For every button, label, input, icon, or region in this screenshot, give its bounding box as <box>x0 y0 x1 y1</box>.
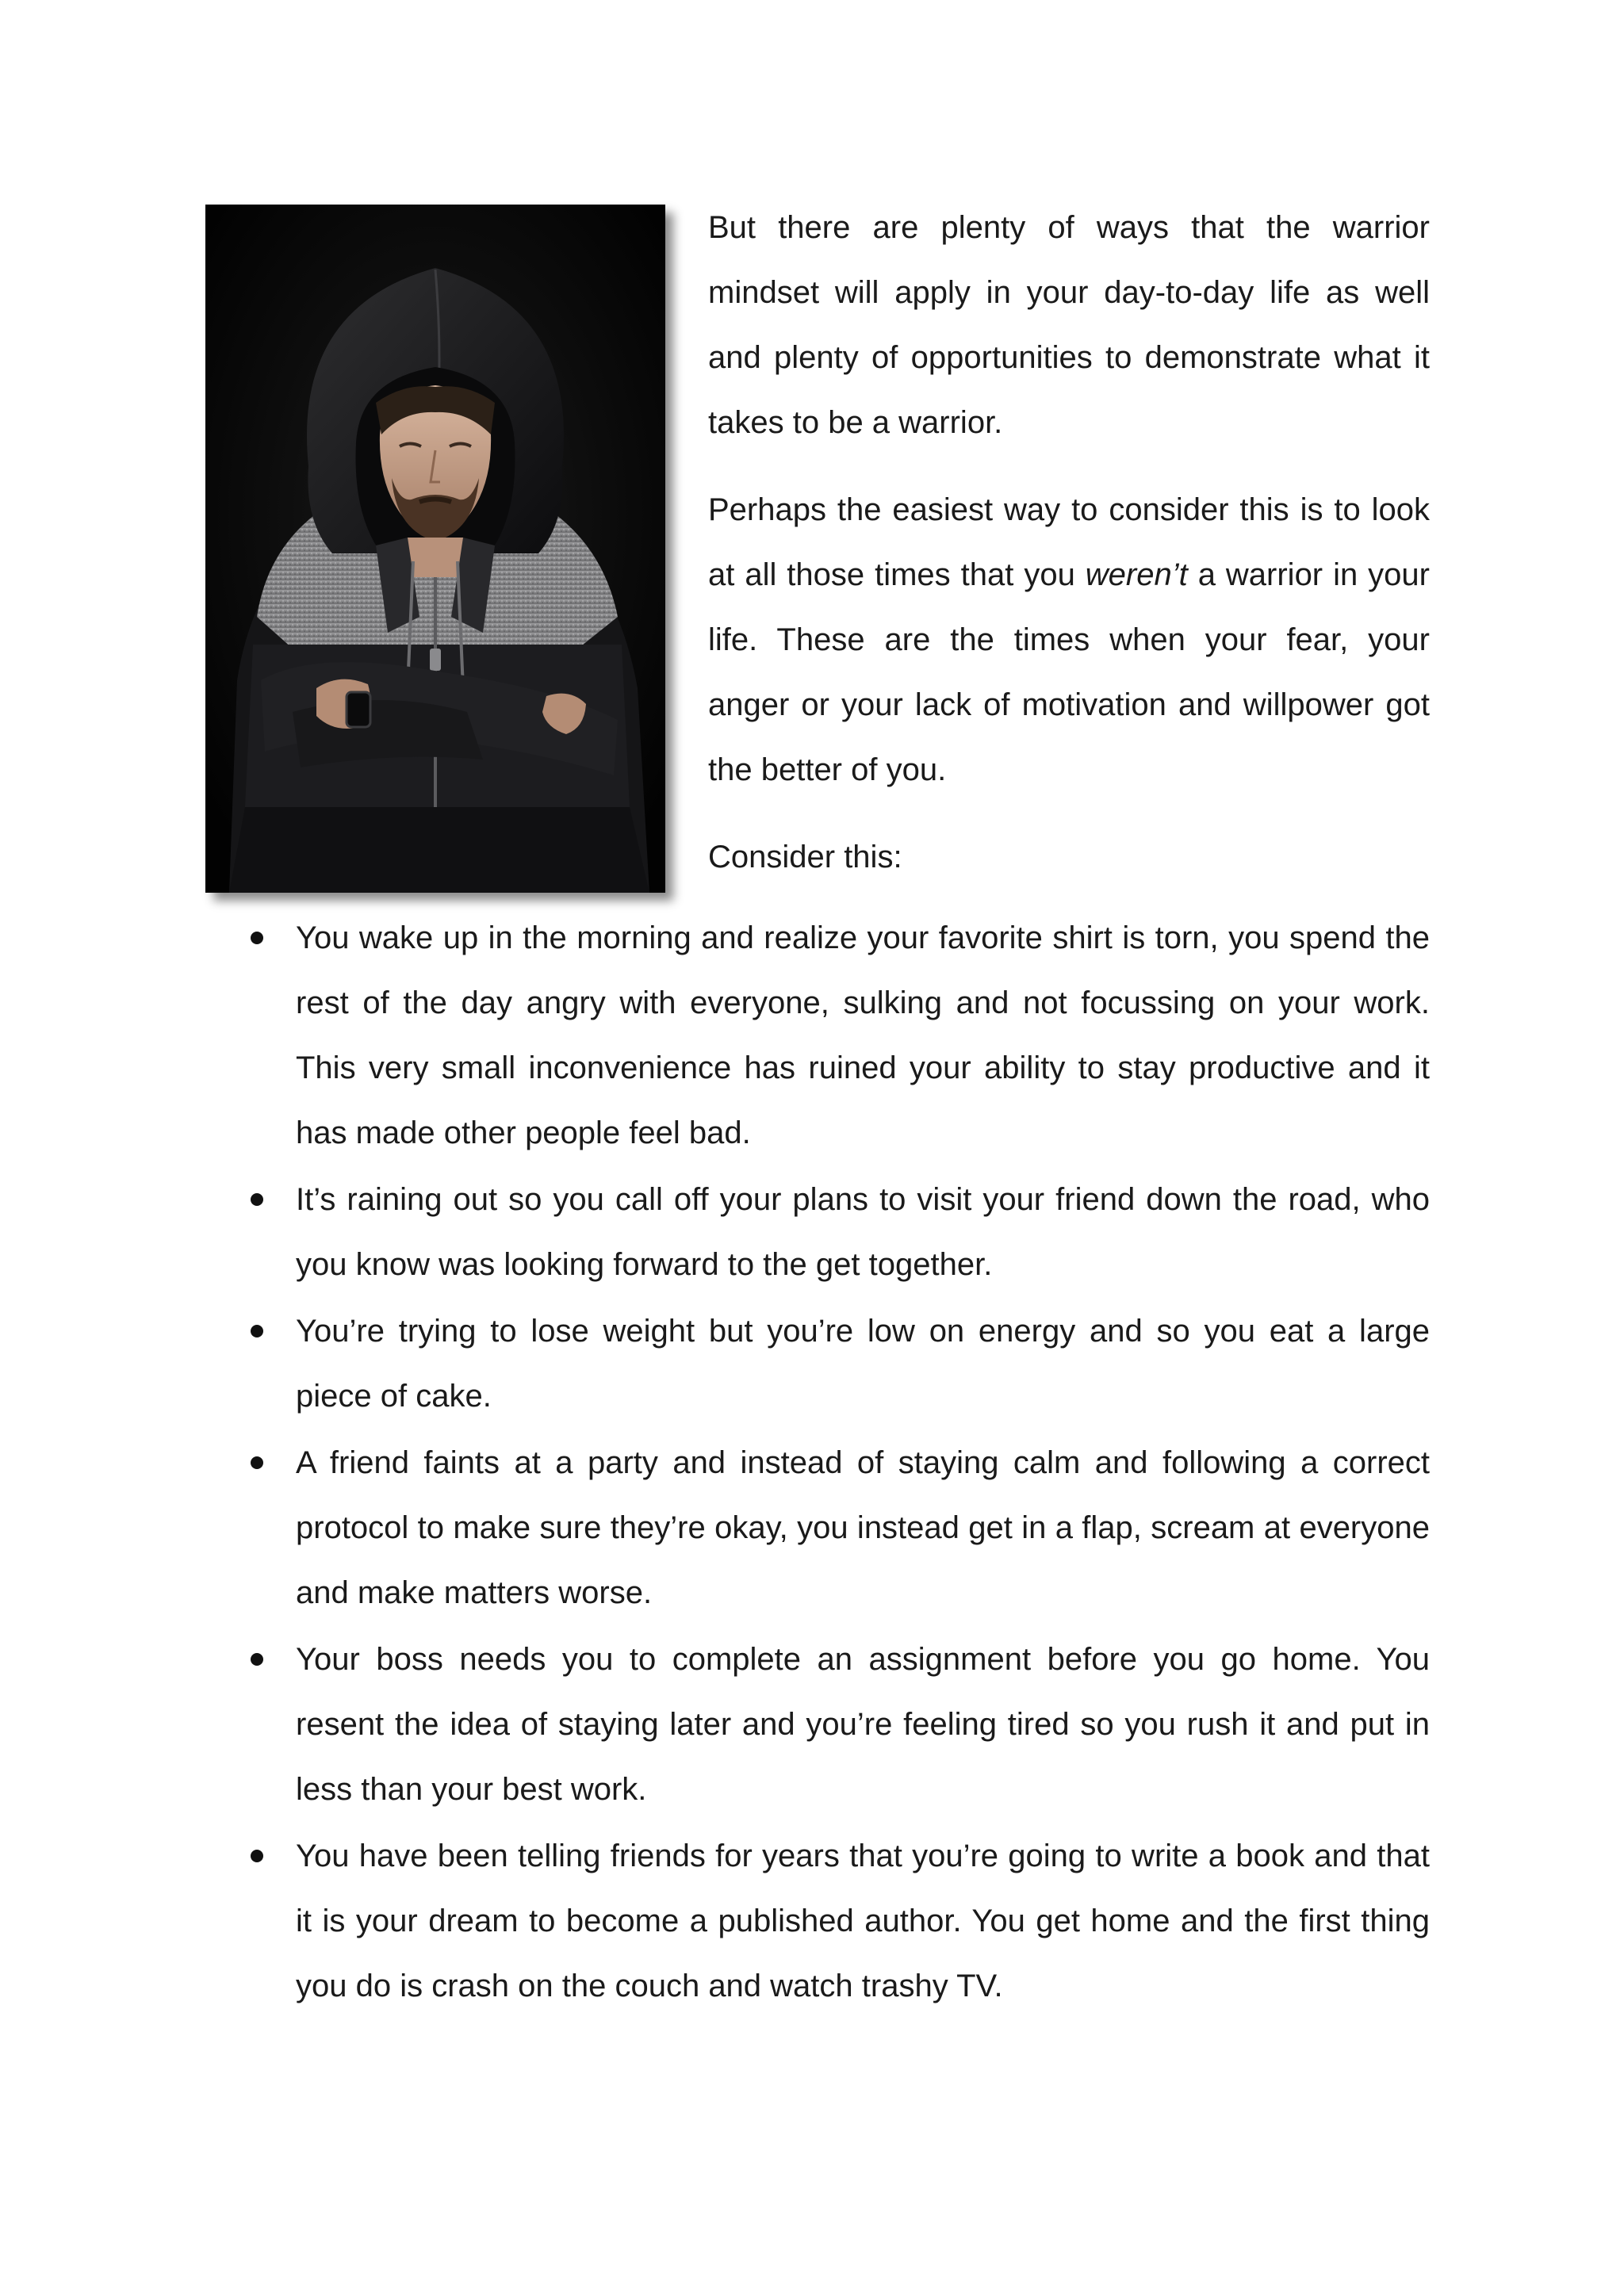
bullet-icon <box>251 1193 263 1206</box>
list-item <box>238 1627 1430 1822</box>
intro-text-column <box>708 195 1430 890</box>
list-item-text: You have been telling friends for years that you’re going to write a book and that it is your dream to become a published author. You get home and the first thing you do is crash on the couch and watch trashy TV. <box>296 1839 1430 2003</box>
emphasis-werent: weren’t <box>1085 557 1188 592</box>
bullet-icon <box>251 1850 263 1862</box>
list-item-text: Your boss needs you to complete an assignment before you go home. You resent the idea of staying later and you’re feeling tired so you rush it and put in less than your best work. <box>296 1642 1430 1807</box>
bullet-icon <box>251 1653 263 1666</box>
intro-paragraph-2-start: Perhaps the easiest way to consider this is to look at all those times that you <box>708 492 1430 592</box>
intro-paragraph-2-end: a warrior in your life. These are the times when your fear, your anger or your lack of motivation and willpower got the better of you. <box>708 557 1430 787</box>
list-item-text: You’re trying to lose weight but you’re low on energy and so you eat a large piece of cake. <box>296 1314 1430 1414</box>
list-item-text: It’s raining out so you call off your plans to visit your friend down the road, who you know was looking forward to the get together. <box>296 1182 1430 1282</box>
hooded-man-illustration <box>205 205 665 893</box>
intro-paragraph-3: Consider this: <box>708 840 902 874</box>
list-item <box>238 1430 1430 1625</box>
list-item <box>238 905 1430 1165</box>
list-item <box>238 1167 1430 1297</box>
list-item <box>238 1299 1430 1429</box>
list-item <box>238 1823 1430 2019</box>
bullet-icon <box>251 932 263 944</box>
intro-paragraph-2 <box>708 477 1430 802</box>
bullet-icon <box>251 1325 263 1337</box>
list-item-text: A friend faints at a party and instead of staying calm and following a correct protocol to make sure they’re okay, you instead get in a flap, scream at everyone and make matters worse. <box>296 1445 1430 1610</box>
intro-paragraph-1: But there are plenty of ways that the warrior mindset will apply in your day-to-day life as well and plenty of opportunities to demonstrate what it takes to be a warrior. <box>708 210 1430 440</box>
scenario-bullet-list <box>238 905 1430 2019</box>
hooded-man-photo <box>205 205 665 893</box>
bullet-icon <box>251 1456 263 1469</box>
list-item-text: You wake up in the morning and realize your favorite shirt is torn, you spend the rest of the day angry with everyone, sulking and not focussing on your work. This very small inconvenience has ruined your ability to stay productive and it has made other people feel bad. <box>296 920 1430 1150</box>
